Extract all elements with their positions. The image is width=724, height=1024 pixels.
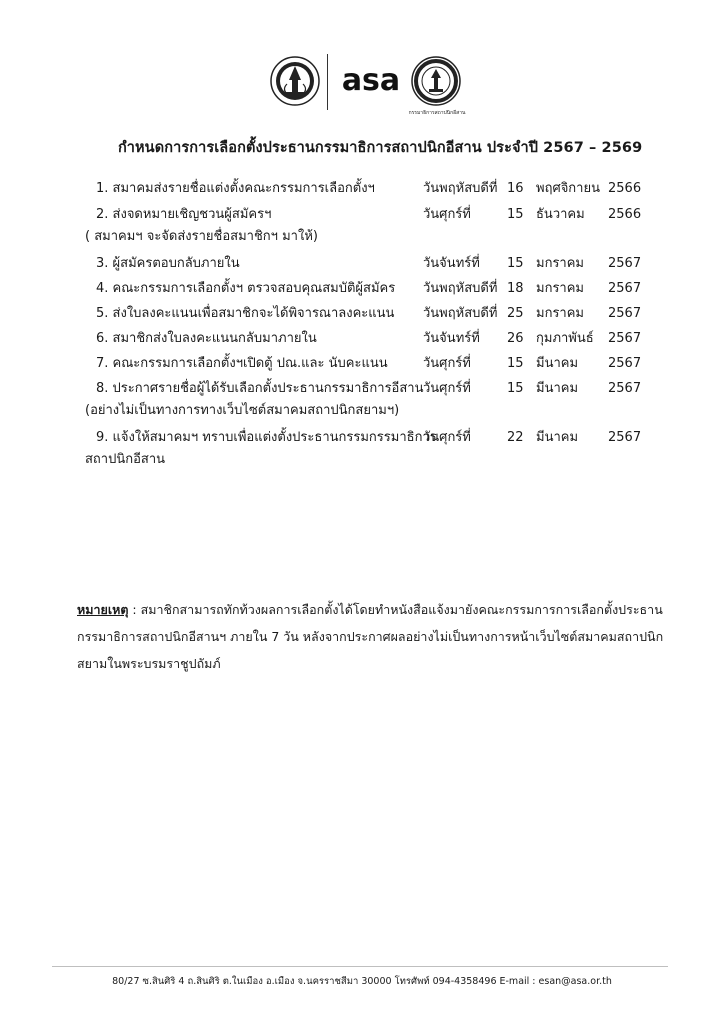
schedule-item-subtext: ( สมาคมฯ จะจัดส่งรายชื่อสมาชิกฯ มาให้) [85, 229, 318, 244]
schedule-month: มีนาคม [536, 356, 579, 371]
schedule-day: 26 [507, 331, 524, 346]
schedule-day: 15 [507, 207, 524, 222]
schedule-weekday: วันพฤหัสบดีที่ [423, 306, 498, 321]
schedule-month: กุมภาพันธ์ [536, 331, 594, 346]
schedule-month: พฤศจิกายน [536, 181, 600, 196]
remark-text-1: : สมาชิกสามารถทักท้วงผลการเลือกตั้งได้โดยทำหนังสือแจ้งมายังคณะกรรมการการเลือกตั้งประธาน [128, 602, 663, 617]
footer-divider [52, 966, 668, 967]
schedule-weekday: วันศุกร์ที่ [423, 356, 471, 371]
schedule-item-text: 8. ประกาศรายชื่อผู้ได้รับเลือกตั้งประธานกรรมาธิการอีสาน [96, 381, 424, 396]
schedule-item-text: 3. ผู้สมัครตอบกลับภายใน [96, 256, 240, 271]
asa-logo-text: asa [341, 63, 401, 98]
schedule-item-text: 4. คณะกรรมการเลือกตั้งฯ ตรวจสอบคุณสมบัติผู้สมัคร [96, 281, 396, 296]
schedule-item-text: 6. สมาชิกส่งใบลงคะแนนกลับมาภายใน [96, 331, 317, 346]
schedule-day: 18 [507, 281, 524, 296]
schedule-weekday: วันจันทร์ที่ [423, 256, 480, 271]
schedule-item-text: 2. ส่งจดหมายเชิญชวนผู้สมัครฯ [96, 207, 272, 222]
letterhead [0, 52, 724, 118]
schedule-weekday: วันพฤหัสบดีที่ [423, 181, 498, 196]
schedule-month: มกราคม [536, 256, 584, 271]
schedule-month: มีนาคม [536, 381, 579, 396]
schedule-year: 2567 [608, 331, 642, 346]
remark-line-3: สยามในพระบรมราชูปถัมภ์ [77, 656, 221, 671]
schedule-item-text: 7. คณะกรรมการเลือกตั้งฯเปิดตู้ ปณ.และ นับคะแนน [96, 356, 388, 371]
schedule-item-subtext: (อย่างไม่เป็นทางการทางเว็บไซต์สมาคมสถาปนิกสยามฯ) [85, 403, 400, 418]
schedule-day: 16 [507, 181, 524, 196]
schedule-weekday: วันศุกร์ที่ [423, 381, 471, 396]
schedule-day: 15 [507, 256, 524, 271]
schedule-year: 2567 [608, 281, 642, 296]
schedule-year: 2567 [608, 256, 642, 271]
schedule-year: 2566 [608, 181, 642, 196]
schedule-day: 15 [507, 381, 524, 396]
schedule-year: 2567 [608, 430, 642, 445]
temple-crest-seal-icon [270, 56, 320, 106]
logo-divider [327, 54, 328, 110]
remark-line-1 [77, 596, 663, 623]
schedule-month: มกราคม [536, 306, 584, 321]
schedule-day: 25 [507, 306, 524, 321]
schedule-weekday: วันศุกร์ที่ [423, 207, 471, 222]
schedule-item-text: 1. สมาคมส่งรายชื่อแต่งตั้งคณะกรรมการเลือกตั้งฯ [96, 181, 375, 196]
schedule-year: 2567 [608, 356, 642, 371]
schedule-month: มีนาคม [536, 430, 579, 445]
remark-section [77, 596, 664, 677]
asa-logo [335, 62, 407, 98]
schedule-item-subtext: สถาปนิกอีสาน [85, 452, 166, 467]
svg-text:กรรมาธิการสถาปนิกอีสาน: กรรมาธิการสถาปนิกอีสาน [408, 110, 466, 116]
seal-caption [406, 106, 468, 116]
footer-address: 80/27 ซ.สินศิริ 4 ถ.สินศิริ ต.ในเมือง อ.เมือง จ.นครราชสีมา 30000 โทรศัพท์ 094-4358496 E-mail : esan@asa.or.th [112, 976, 612, 987]
remark-label: หมายเหตุ [77, 602, 129, 617]
schedule-item-text: 9. แจ้งให้สมาคมฯ ทราบเพื่อแต่งตั้งประธานกรรมกรรมาธิการ [96, 430, 437, 445]
schedule-weekday: วันพฤหัสบดีที่ [423, 281, 498, 296]
schedule-month: มกราคม [536, 281, 584, 296]
schedule-year: 2566 [608, 207, 642, 222]
schedule-day: 15 [507, 356, 524, 371]
schedule-day: 22 [507, 430, 524, 445]
remark-line-2: กรรมาธิการสถาปนิกอีสานฯ ภายใน 7 วัน หลังจากประกาศผลอย่างไม่เป็นทางการหน้าเว็บไซต์สมาคมสถาปนิก [77, 629, 664, 644]
schedule-weekday: วันจันทร์ที่ [423, 331, 480, 346]
asa-isan-seal-icon [411, 56, 461, 106]
schedule-month: ธันวาคม [536, 207, 585, 222]
page-title: กำหนดการการเลือกตั้งประธานกรรมาธิการสถาปนิกอีสาน ประจำปี 2567 – 2569 [118, 140, 643, 156]
schedule-year: 2567 [608, 381, 642, 396]
schedule-weekday: วันศุกร์ที่ [423, 430, 471, 445]
schedule-item-text: 5. ส่งใบลงคะแนนเพื่อสมาชิกจะได้พิจารณาลงคะแนน [96, 306, 395, 321]
schedule-year: 2567 [608, 306, 642, 321]
